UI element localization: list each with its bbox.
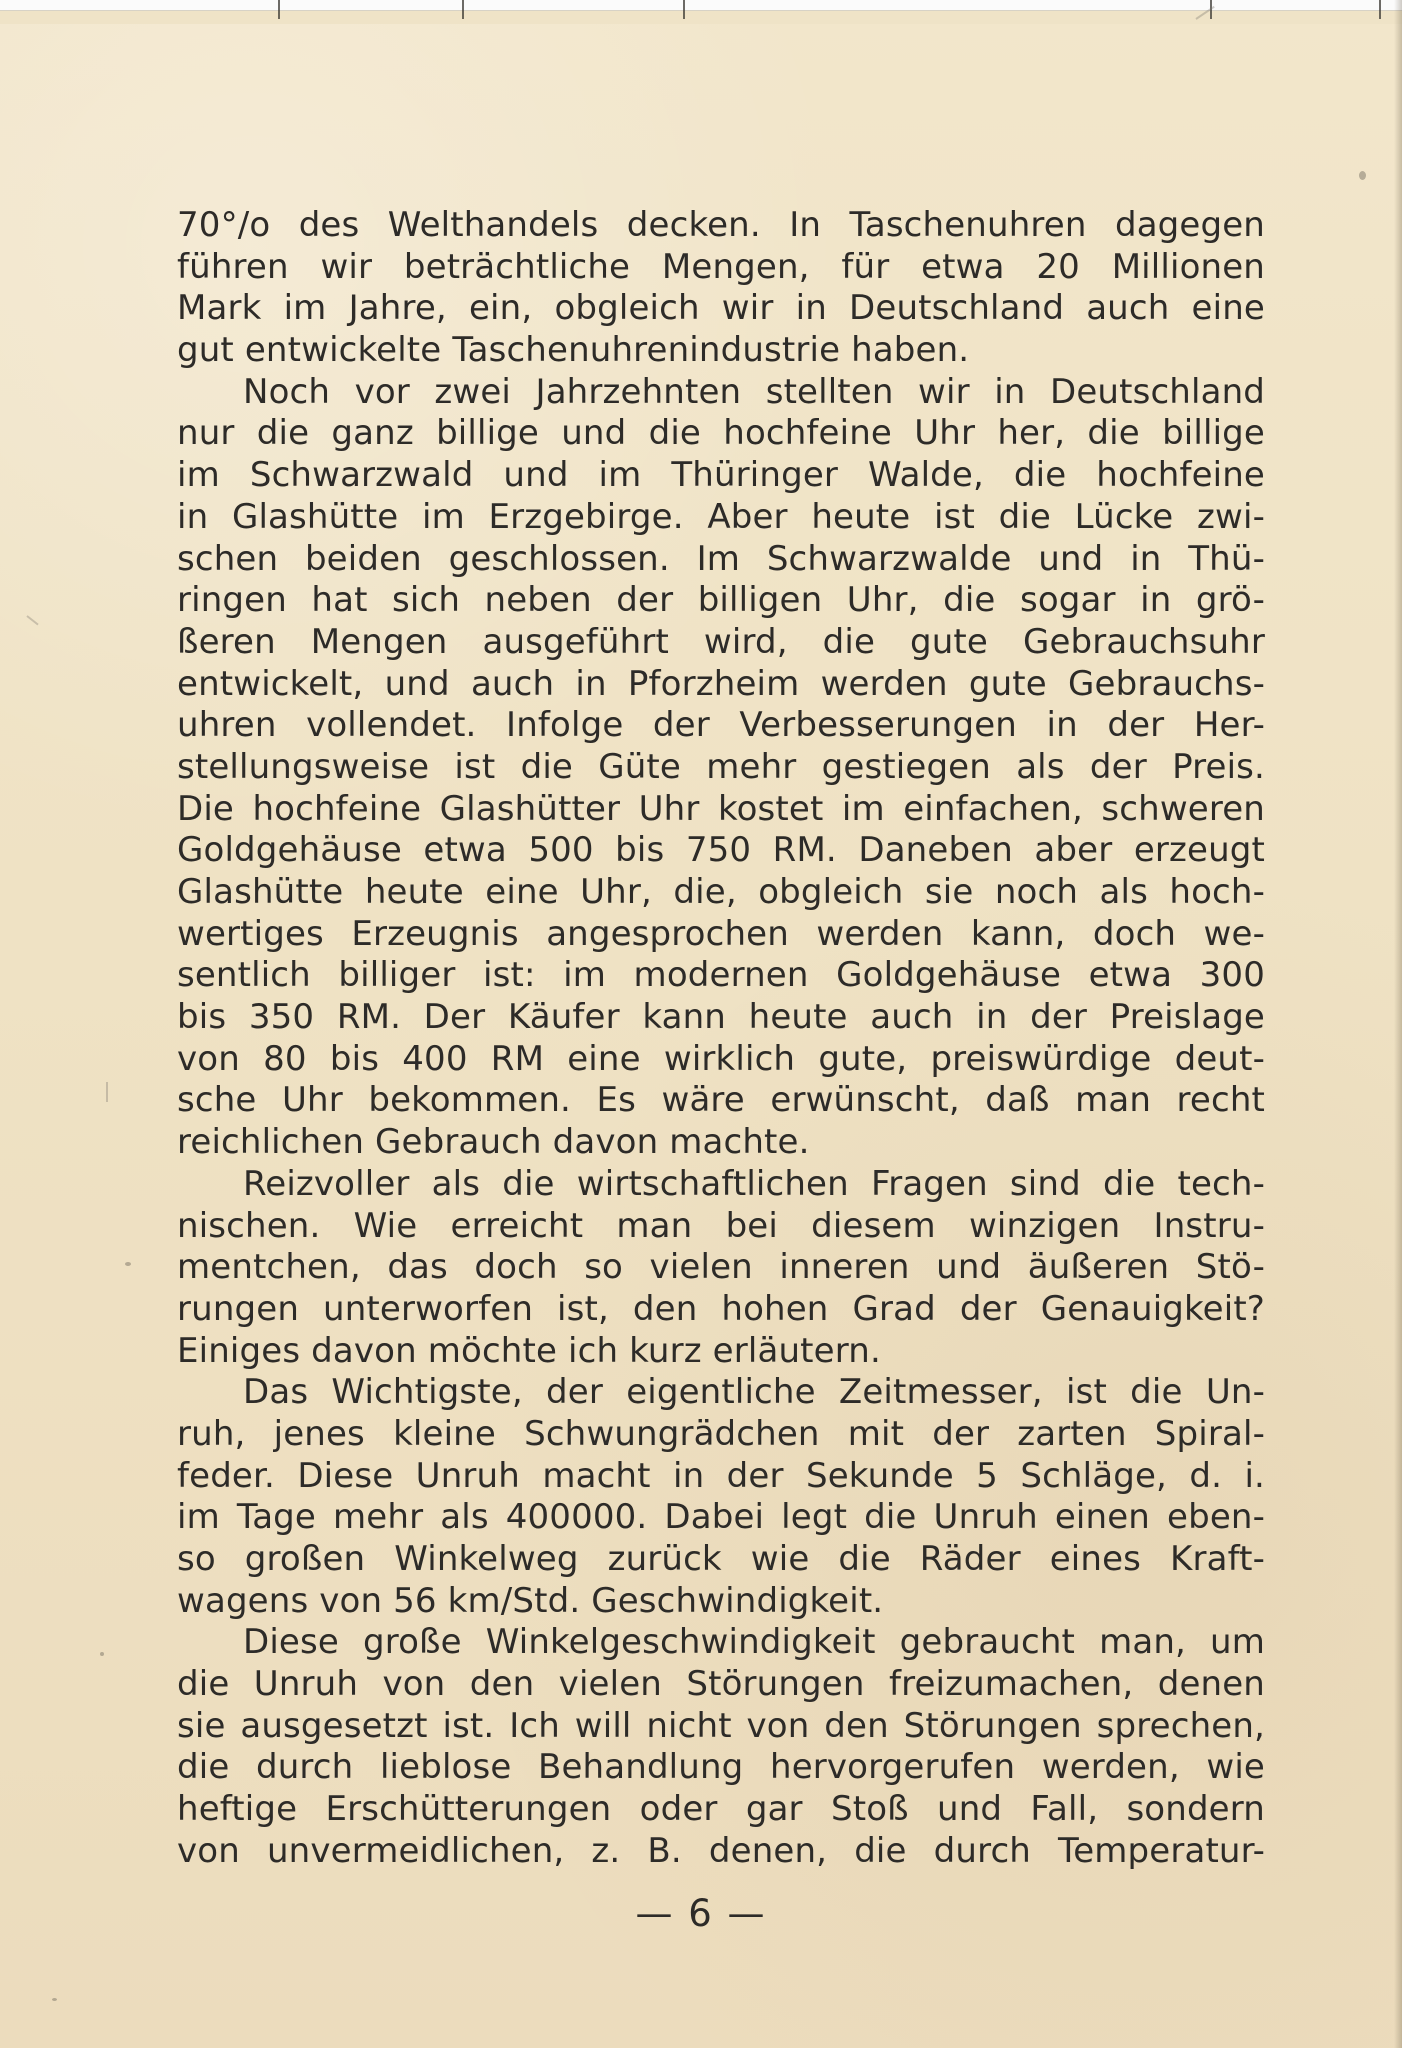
- text-line: Goldgehäuse etwa 500 bis 750 RM. Daneben aber erzeugt: [177, 830, 1265, 871]
- text-line: von 80 bis 400 RM eine wirklich gute, preiswürdige deut-: [177, 1038, 1265, 1079]
- text-line: in Glashütte im Erzgebirge. Aber heute ist die Lücke zwi-: [177, 496, 1265, 537]
- text-line: Mark im Jahre, ein, obgleich wir in Deutschland auch eine: [177, 288, 1265, 329]
- text-line: von unvermeidlichen, z. B. denen, die durch Temperatur-: [177, 1830, 1265, 1871]
- paper-speck: [1359, 171, 1366, 180]
- body-text: [177, 205, 1265, 1873]
- page-edge-shadow: [1394, 0, 1402, 2048]
- text-line: mentchen, das doch so vielen inneren und äußeren Stö-: [177, 1247, 1265, 1288]
- text-line: führen wir beträchtliche Mengen, für etwa 20 Millionen: [177, 246, 1265, 287]
- text-line: sentlich billiger ist: im modernen Goldgehäuse etwa 300: [177, 955, 1265, 996]
- text-line: im Tage mehr als 400000. Dabei legt die Unruh einen eben-: [177, 1497, 1265, 1538]
- text-line: wagens von 56 km/Std. Geschwindigkeit.: [177, 1580, 884, 1621]
- text-line: reichlichen Gebrauch davon machte.: [177, 1122, 810, 1163]
- text-line: feder. Diese Unruh macht in der Sekunde 5 Schläge, d. i.: [177, 1455, 1265, 1496]
- text-line: Einiges davon möchte ich kurz erläutern.: [177, 1330, 881, 1371]
- text-line: sche Uhr bekommen. Es wäre erwünscht, daß man recht: [177, 1080, 1265, 1121]
- text-line: rungen unterworfen ist, den hohen Grad der Genauigkeit?: [177, 1288, 1265, 1329]
- text-line: Reizvoller als die wirtschaftlichen Fragen sind die tech-: [243, 1163, 1265, 1204]
- text-line: schen beiden geschlossen. Im Schwarzwalde und in Thü-: [177, 538, 1265, 579]
- text-line: so großen Winkelweg zurück wie die Räder eines Kraft-: [177, 1539, 1265, 1579]
- text-line: 70°/o des Welthandels decken. In Taschenuhren dagegen: [177, 205, 1265, 245]
- text-line: die Unruh von den vielen Störungen freizumachen, denen: [177, 1664, 1265, 1705]
- text-line: Das Wichtigste, der eigentliche Zeitmesser, ist die Un-: [243, 1372, 1265, 1413]
- text-line: Die hochfeine Glashütter Uhr kostet im einfachen, schweren: [177, 788, 1265, 829]
- text-line: bis 350 RM. Der Käufer kann heute auch in der Preislage: [177, 997, 1265, 1038]
- text-line: uhren vollendet. Infolge der Verbesserungen in der Her-: [177, 705, 1265, 746]
- text-line: wertiges Erzeugnis angesprochen werden kann, doch we-: [177, 913, 1265, 954]
- page-number: — 6 —: [635, 1892, 767, 1935]
- text-line: die durch lieblose Behandlung hervorgerufen werden, wie: [177, 1747, 1265, 1788]
- text-line: Glashütte heute eine Uhr, die, obgleich sie noch als hoch-: [177, 872, 1265, 912]
- text-line: sie ausgesetzt ist. Ich will nicht von den Störungen sprechen,: [177, 1705, 1265, 1746]
- text-line: Diese große Winkelgeschwindigkeit gebraucht man, um: [243, 1622, 1265, 1663]
- text-line: stellungsweise ist die Güte mehr gestiegen als der Preis.: [177, 746, 1265, 787]
- text-line: ruh, jenes kleine Schwungrädchen mit der zarten Spiral-: [177, 1413, 1265, 1454]
- text-line: Noch vor zwei Jahrzehnten stellten wir in Deutschland: [243, 371, 1265, 412]
- paper-speck: [52, 1998, 57, 2001]
- text-line: ßeren Mengen ausgeführt wird, die gute Gebrauchsuhr: [177, 621, 1265, 662]
- text-line: entwickelt, und auch in Pforzheim werden gute Gebrauchs-: [177, 663, 1265, 704]
- paper-speck: [125, 1262, 131, 1266]
- text-line: im Schwarzwald und im Thüringer Walde, die hochfeine: [177, 455, 1265, 496]
- binding-marks: [0, 0, 1402, 20]
- text-line: heftige Erschütterungen oder gar Stoß und Fall, sondern: [177, 1789, 1265, 1830]
- text-line: nur die ganz billige und die hochfeine Uhr her, die billige: [177, 413, 1265, 454]
- text-line: ringen hat sich neben der billigen Uhr, die sogar in grö-: [177, 580, 1265, 621]
- text-line: gut entwickelte Taschenuhrenindustrie haben.: [177, 330, 970, 371]
- paper-speck: [100, 1652, 104, 1656]
- paper-scratch: [26, 615, 38, 625]
- text-line: nischen. Wie erreicht man bei diesem winzigen Instru-: [177, 1205, 1265, 1246]
- paper-scratch: [106, 1082, 108, 1102]
